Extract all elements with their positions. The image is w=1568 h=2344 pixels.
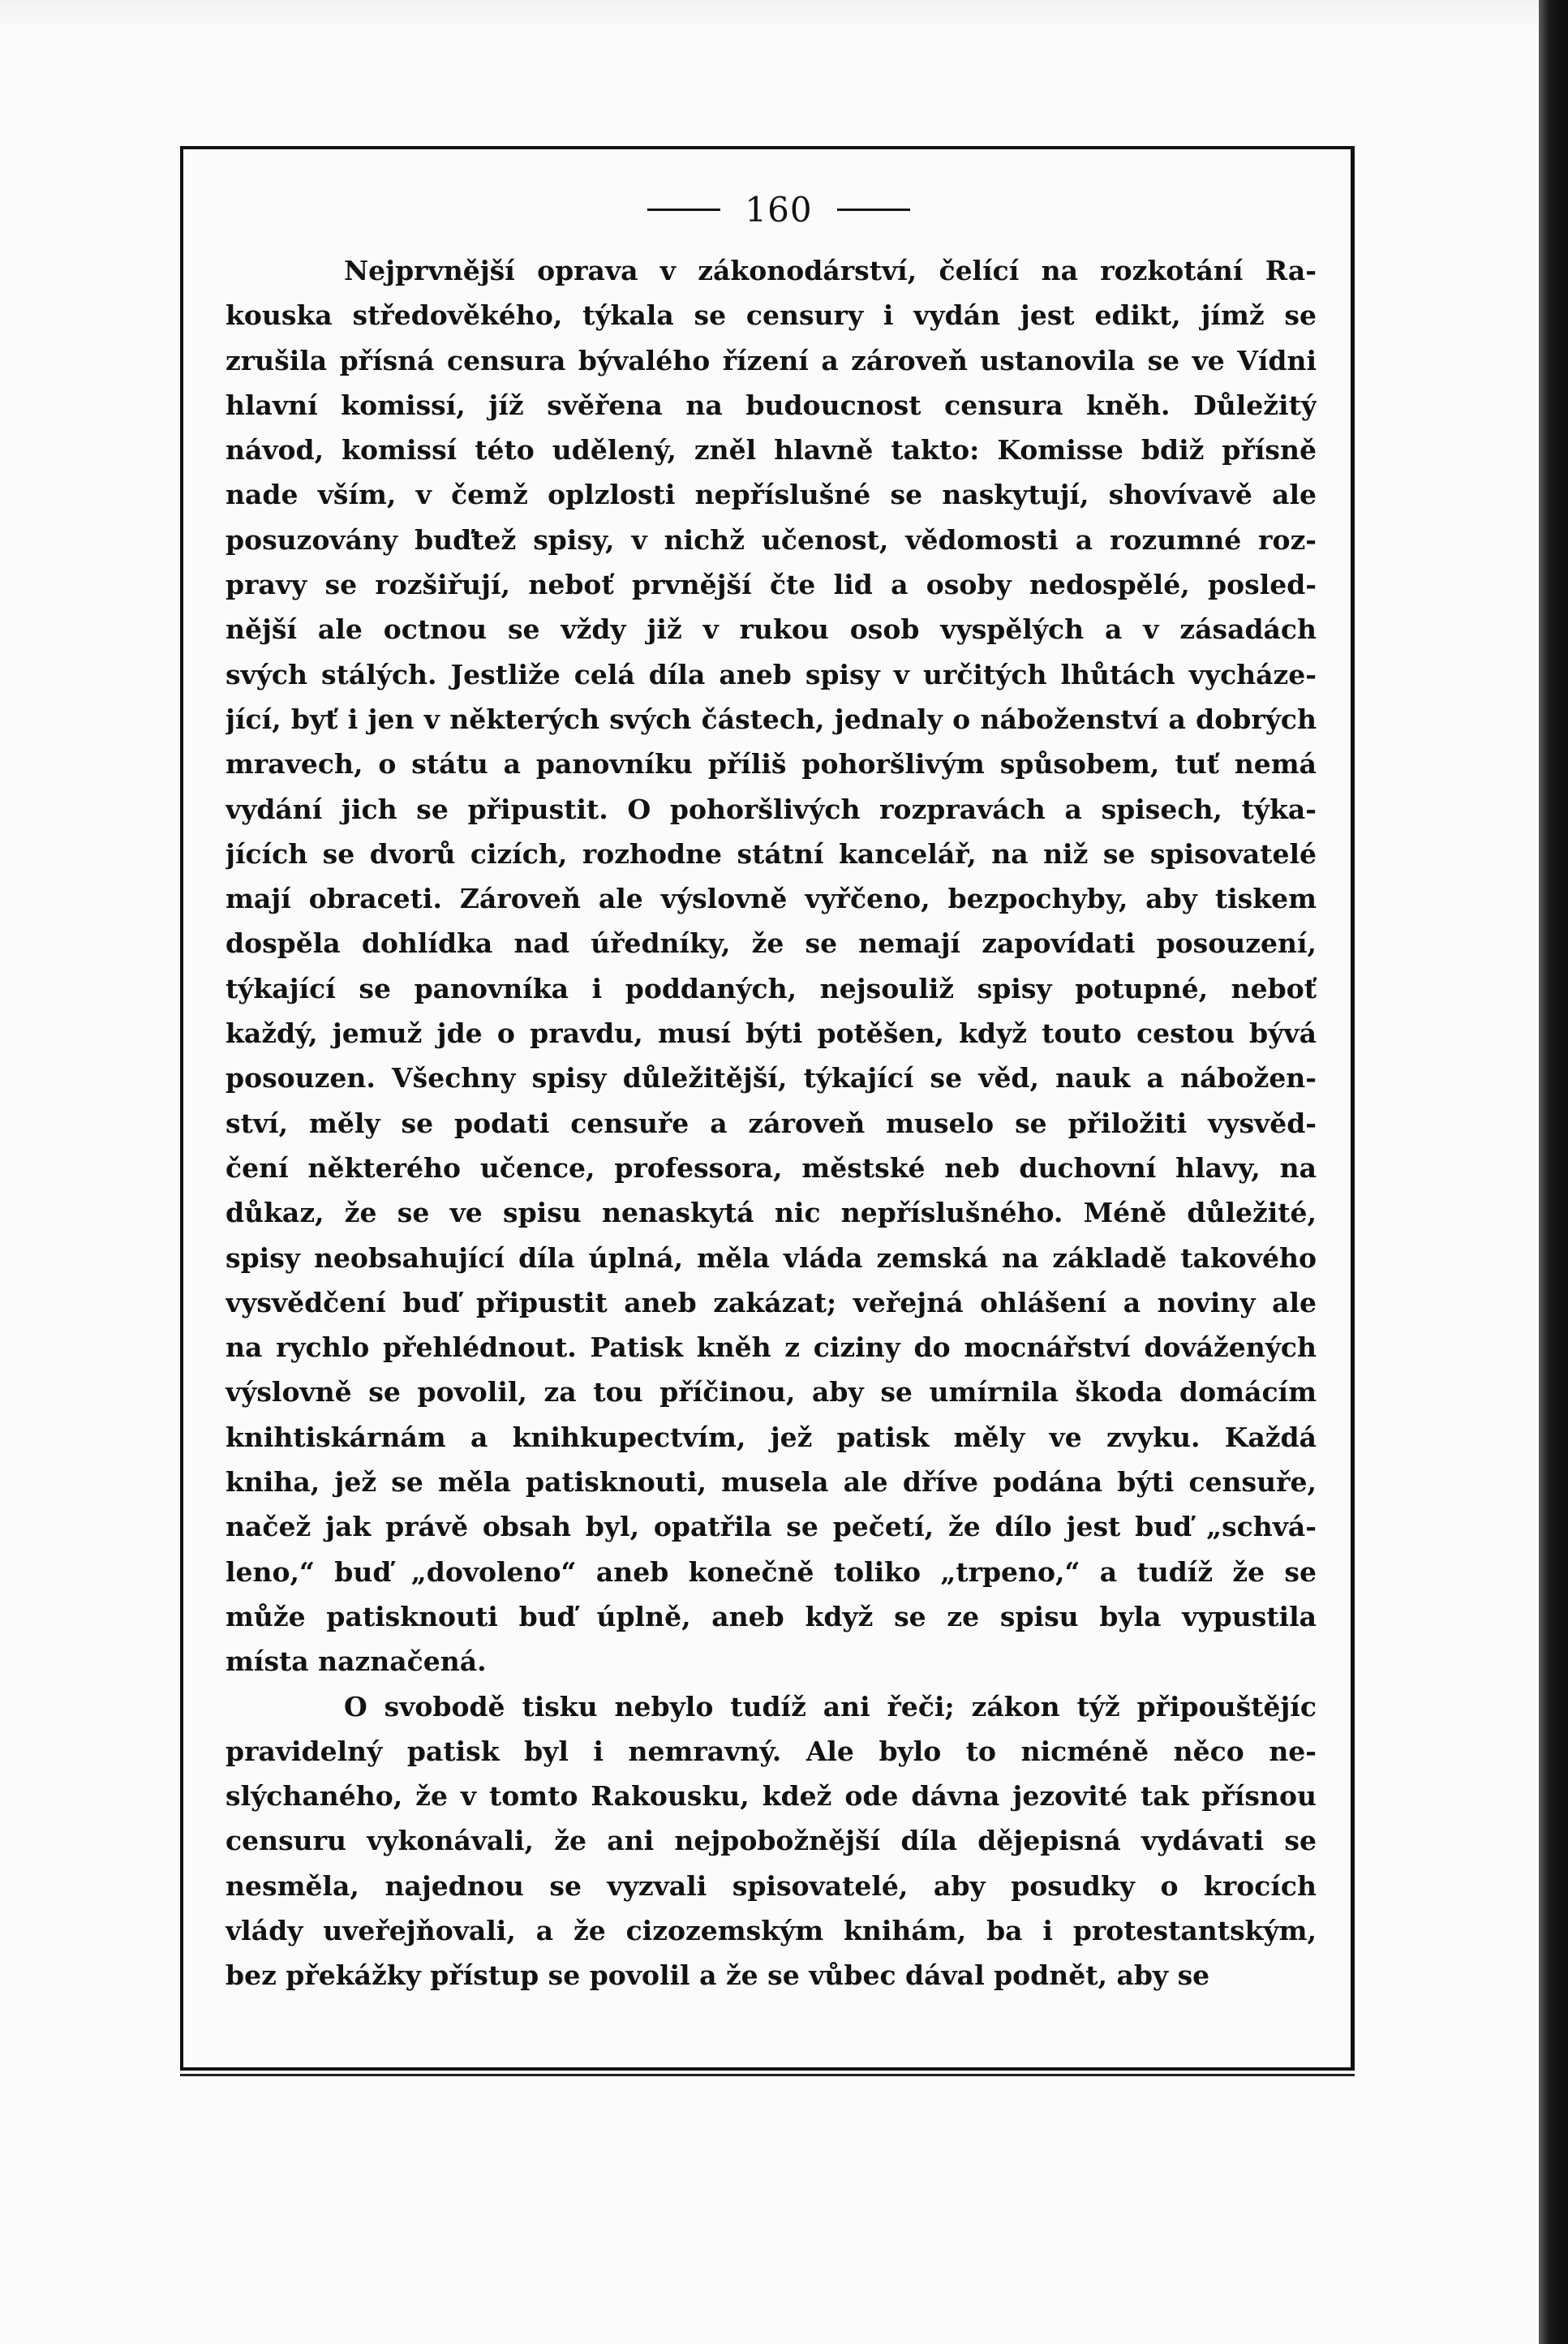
body-text [226, 248, 1317, 1998]
text-line: nade vším, v čemž oplzlosti nepříslušné se naskytují, shovívavě ale [226, 479, 1317, 511]
paragraph-2 [226, 1684, 1317, 1998]
text-line: nější ale octnou se vždy již v rukou osob vyspělých a v zásadách [226, 613, 1317, 646]
text-line: O svobodě tisku nebylo tudíž ani řeči; zákon týž připouštějíc [344, 1690, 1317, 1723]
text-line: dospěla dohlídka nad úředníky, že se nemají zapovídati posouzení, [226, 927, 1317, 960]
text-line: posouzen. Všechny spisy důležitější, týkající se věd, nauk a nábožen- [226, 1062, 1317, 1095]
text-line: pravy se rozšiřují, neboť prvnější čte lid a osoby nedospělé, posled- [226, 569, 1317, 601]
text-line: mravech, o státu a panovníku příliš pohoršlivým spůsobem, tuť nemá [226, 748, 1317, 781]
text-line: místa naznačená. [226, 1645, 487, 1678]
paragraph-1 [226, 248, 1317, 1684]
text-line: výslovně se povolil, za tou příčinou, aby se umírnila škoda domácím [226, 1376, 1317, 1409]
text-line: vydání jich se připustit. O pohoršlivých rozpravách a spisech, týka- [226, 793, 1317, 825]
text-line: návod, komissí této udělený, zněl hlavně takto: Komisse bdiž přísně [226, 434, 1317, 467]
text-line: bez překážky přístup se povolil a že se vůbec dával podnět, aby se [226, 1959, 1210, 1992]
text-line: slýchaného, že v tomto Rakousku, kdež ode dávna jezovité tak přísnou [226, 1780, 1317, 1813]
text-line: Nejprvnější oprava v zákonodárství, čelící na rozkotání Ra- [344, 255, 1317, 286]
text-line: ství, měly se podati censuře a zároveň muselo se přiložiti vysvěd- [226, 1107, 1317, 1139]
scan-top-edge [0, 0, 1539, 32]
text-line: pravidelný patisk byl i nemravný. Ale bylo to nicméně něco ne- [226, 1735, 1317, 1767]
text-line: knihtiskárnám a knihkupectvím, jež patisk měly ve zvyku. Každá [226, 1421, 1317, 1453]
text-line: důkaz, že se ve spisu nenaskytá nic nepříslušného. Méně důležité, [226, 1197, 1317, 1229]
frame-bottom-rule [180, 2074, 1355, 2076]
text-line: spisy neobsahující díla úplná, měla vláda zemská na základě takového [226, 1241, 1317, 1274]
text-line: vlády uveřejňovali, a že cizozemským knihám, ba i protestantským, [226, 1914, 1317, 1946]
text-line: může patisknouti buď úplně, aneb když se ze spisu byla vypustila [226, 1600, 1317, 1632]
text-line: týkající se panovníka i poddaných, nejsouliž spisy potupné, neboť [226, 972, 1317, 1004]
page-number: 160 [745, 189, 813, 230]
text-line: kniha, jež se měla patisknouti, musela ale dříve podána býti censuře, [226, 1466, 1317, 1499]
text-line: na rychlo přehlédnout. Patisk kněh z ciziny do mocnářství dovážených [226, 1331, 1317, 1364]
right-dash [837, 209, 910, 211]
text-line: kouska středověkého, týkala se censury i vydán jest edikt, jímž se [226, 299, 1317, 332]
text-line: jících se dvorů cizích, rozhodne státní kancelář, na niž se spisovatelé [226, 837, 1317, 870]
scan-right-edge [1539, 0, 1568, 2344]
text-line: zrušila přísná censura bývalého řízení a zároveň ustanovila se ve Vídni [226, 344, 1317, 376]
text-line: nesměla, najednou se vyzvali spisovatelé, aby posudky o krocích [226, 1869, 1317, 1902]
text-line: posuzovány buďtež spisy, v nichž učenost, vědomosti a rozumné roz- [226, 523, 1317, 556]
text-line: hlavní komissí, jíž svěřena na budoucnost censura kněh. Důležitý [226, 389, 1317, 421]
text-line: každý, jemuž jde o pravdu, musí býti potěšen, když touto cestou bývá [226, 1017, 1317, 1050]
text-line: vysvědčení buď připustit aneb zakázat; veřejná ohlášení a noviny ale [226, 1286, 1317, 1318]
text-line: jící, byť i jen v některých svých částech, jednaly o náboženství a dobrých [226, 703, 1317, 735]
text-line: mají obraceti. Zároveň ale výslovně vyřčeno, bezpochyby, aby tiskem [226, 883, 1317, 915]
left-dash [647, 209, 720, 211]
text-line: leno,“ buď „dovoleno“ aneb konečně toliko „trpeno,“ a tudíž že se [226, 1555, 1317, 1588]
text-line: censuru vykonávali, že ani nejpobožnější díla dějepisná vydávati se [226, 1825, 1317, 1857]
text-line: načež jak právě obsah byl, opatřila se pečetí, že dílo jest buď „schvá- [226, 1511, 1317, 1543]
text-line: svých stálých. Jestliže celá díla aneb spisy v určitých lhůtách vycháze- [226, 658, 1317, 690]
text-line: čení některého učence, professora, městské neb duchovní hlavy, na [226, 1151, 1317, 1184]
page-header [633, 185, 925, 234]
